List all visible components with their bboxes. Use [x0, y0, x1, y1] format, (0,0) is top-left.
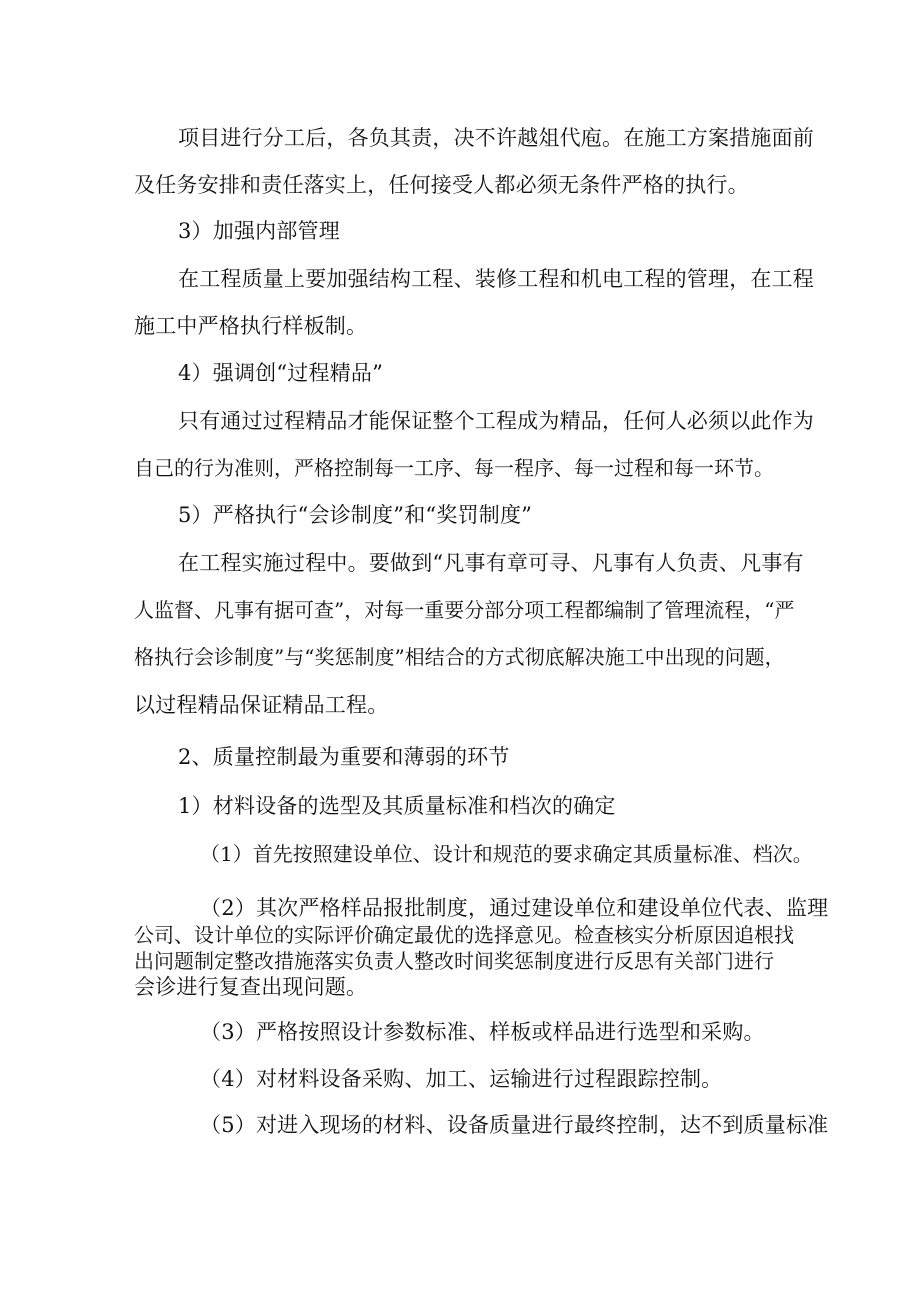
list-item: （3）严格按照设计参数标准、样板或样品进行选型和采购。	[200, 1020, 765, 1044]
section-heading: 5）严格执行“会诊制度”和“奖罚制度”	[178, 503, 533, 527]
list-item: （5）对进入现场的材料、设备质量进行最终控制，达不到质量标准	[200, 1113, 829, 1137]
list-item: （1）首先按照建设单位、设计和规范的要求确定其质量标准、档次。	[200, 842, 813, 866]
paragraph-line: 在工程质量上要加强结构工程、装修工程和机电工程的管理，在工程	[178, 267, 814, 291]
paragraph-line: 格执行会诊制度”与“奖惩制度”相结合的方式彻底解决施工中出现的问题，	[134, 645, 785, 669]
list-item: （4）对材料设备采购、加工、运输进行过程跟踪控制。	[200, 1067, 723, 1091]
paragraph-line: 人监督、凡事有据可查”，对每一重要分部分项工程都编制了管理流程，“严	[134, 598, 795, 622]
paragraph-line: 出问题制定整改措施落实负责人整改时间奖惩制度进行反思有关部门进行	[134, 949, 774, 973]
paragraph-line: 施工中严格执行样板制。	[134, 314, 368, 338]
paragraph-line: 及任务安排和责任落实上，任何接受人都必须无条件严格的执行。	[134, 173, 749, 197]
list-item: （2）其次严格样品报批制度，通过建设单位和建设单位代表、监理	[200, 896, 829, 920]
section-heading: 3）加强内部管理	[178, 219, 340, 243]
paragraph-line: 项目进行分工后，各负其责，决不许越俎代庖。在施工方案措施面前	[178, 126, 814, 150]
paragraph-line: 公司、设计单位的实际评价确定最优的选择意见。检查核实分析原因追根找	[134, 923, 794, 947]
subsection-heading: 1）材料设备的选型及其质量标准和档次的确定	[178, 794, 616, 818]
section-heading: 2、质量控制最为重要和薄弱的环节	[178, 745, 510, 769]
paragraph-line: 在工程实施过程中。要做到“凡事有章可寻、凡事有人负责、凡事有	[178, 551, 804, 575]
paragraph-line: 只有通过过程精品才能保证整个工程成为精品，任何人必须以此作为	[178, 409, 814, 433]
paragraph-line: 以过程精品保证精品工程。	[134, 693, 389, 717]
paragraph-line: 自己的行为准则，严格控制每一工序、每一程序、每一过程和每一环节。	[134, 456, 774, 480]
paragraph-line: 会诊进行复查出现问题。	[134, 975, 368, 999]
section-heading: 4）强调创“过程精品”	[178, 361, 384, 385]
